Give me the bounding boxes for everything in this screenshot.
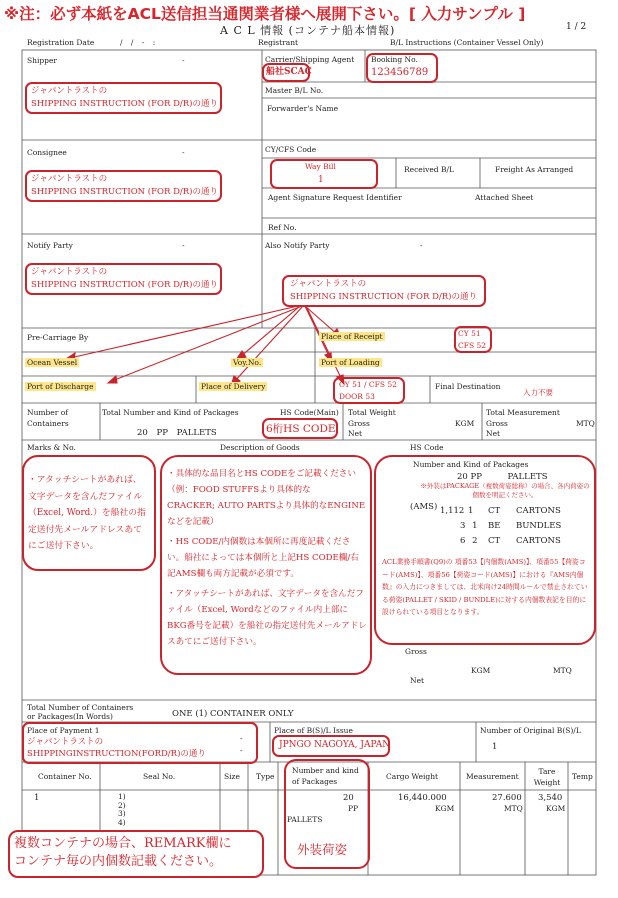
row-measurement: 27.600 bbox=[492, 793, 522, 803]
hs-code-label: HS Code bbox=[410, 443, 444, 452]
row-weight-unit: KGM bbox=[435, 804, 455, 813]
ams-row-qty: 1 bbox=[468, 506, 474, 516]
ams-row-code: CT bbox=[488, 506, 501, 516]
containers-label-2: Containers bbox=[27, 419, 69, 428]
master-bl-label: Master B/L No. bbox=[265, 86, 324, 95]
issue-place-value: JPNGO NAGOYA, JAPAN bbox=[279, 740, 391, 750]
remark-note-line: 複数コンテナの場合、REMARK欄に bbox=[14, 836, 232, 851]
marks-label: Marks & No. bbox=[27, 443, 76, 452]
description-note-line: ・具体的な品目名とHS CODEをご記載ください（例：FOOD STUFFSより具体的な bbox=[167, 469, 356, 495]
row-seals bbox=[118, 793, 126, 827]
ams-row bbox=[440, 519, 570, 534]
booking-value: 123456789 bbox=[371, 67, 429, 78]
form-title: A C L 情報 (コンテナ船本情報) bbox=[220, 24, 396, 37]
ocean-vessel-label: Ocean Vessel bbox=[27, 358, 78, 367]
weight-gross-label: Gross bbox=[348, 419, 370, 428]
ams-row-qty: 6 2 bbox=[460, 536, 478, 546]
remark-note bbox=[14, 835, 231, 871]
receipt-cy-value: CY 51 bbox=[458, 329, 481, 338]
marks-note-line: （Excel, Word.）を船社の指 bbox=[28, 508, 146, 518]
packing-style-note: 外装荷姿 bbox=[297, 842, 348, 857]
col-tare-weight: Tare Weight bbox=[533, 767, 561, 787]
col-container-no: Container No. bbox=[38, 772, 92, 781]
number-kind-value: 20 PP PALLETS bbox=[457, 472, 548, 482]
marks-note-line: 文字データを含んだファイル bbox=[28, 491, 143, 502]
containers-label-1: Number of bbox=[27, 408, 69, 417]
banner-note: ※注：必ず本紙をACL送信担当通関業者様へ展開下さい。[ 入力サンプル ] bbox=[4, 5, 526, 23]
payment-note-company: ジャパントラストの bbox=[27, 737, 104, 747]
bl-instructions-label: B/L Instructions (Container Vessel Only) bbox=[390, 38, 544, 47]
page-number: 1 / 2 bbox=[566, 22, 587, 32]
also-notify-dash: - bbox=[420, 241, 423, 250]
shipper-note-si: SHIPPING INSTRUCTION (FOR D/R)の通り bbox=[31, 99, 218, 109]
row-container-no: 1 bbox=[34, 793, 40, 803]
booking-label: Booking No. bbox=[371, 55, 418, 64]
also-notify-note-company: ジャパントラストの bbox=[290, 279, 367, 289]
delivery-value-1: CY 51 / CFS 52 bbox=[339, 380, 397, 389]
consignee-note-company: ジャパントラストの bbox=[31, 174, 108, 184]
port-of-loading-label: Port of Loading bbox=[321, 358, 380, 367]
final-destination-label: Final Destination bbox=[435, 382, 501, 391]
col-seal-no: Seal No. bbox=[143, 772, 176, 781]
place-of-delivery-label: Place of Delivery bbox=[201, 382, 266, 391]
carrier-label: Carrier/Shipping Agent bbox=[265, 55, 355, 64]
waybill-value: 1 bbox=[318, 175, 324, 185]
also-notify-note-si: SHIPPING INSTRUCTION (FOR D/R)の通り bbox=[290, 292, 477, 302]
ams-row-kind: CARTONS bbox=[516, 506, 561, 516]
weight-net-label: Net bbox=[348, 429, 363, 438]
shipper-label: Shipper bbox=[27, 56, 57, 65]
description-label: Description of Goods bbox=[220, 443, 300, 452]
consignee-dash: - bbox=[182, 148, 185, 157]
goods-net-label: Net bbox=[410, 676, 425, 685]
total-measurement-label: Total Measurement bbox=[486, 408, 560, 417]
goods-mtq-unit: MTQ bbox=[553, 666, 572, 675]
agent-signature-label: Agent Signature Request Identifier bbox=[268, 193, 402, 202]
marks-note-line: ・アタッチシートがあれば、 bbox=[28, 475, 142, 485]
description-note-line: ・アタッチシートがあれば、文字データを含んだファイル（Excel, Wordなどのファイル内上部にBKG番号を記載）を船社の指定送付先メールアドレスあてにご送付下さい。 bbox=[167, 589, 367, 647]
payment-label: Place of Payment 1 bbox=[27, 726, 100, 735]
number-kind-label: Number and Kind of Packages bbox=[413, 460, 529, 469]
ams-row-code: BE bbox=[488, 521, 501, 531]
consignee-note-si: SHIPPING INSTRUCTION (FOR D/R)の通り bbox=[31, 187, 218, 197]
col-cargo-weight: Cargo Weight bbox=[386, 772, 439, 781]
measurement-gross-label: Gross bbox=[486, 419, 508, 428]
description-note bbox=[167, 466, 367, 650]
total-words-value: ONE (1) CONTAINER ONLY bbox=[172, 709, 294, 719]
payment-note-si: SHIPPINGINSTRUCTION(FORD/R)の通り bbox=[27, 749, 206, 759]
total-weight-label: Total Weight bbox=[348, 408, 396, 417]
notify-party-dash: - bbox=[182, 241, 185, 250]
measurement-net-label: Net bbox=[486, 429, 501, 438]
col-measurement: Measurement bbox=[466, 772, 519, 781]
forwarder-label: Forwarder's Name bbox=[267, 104, 339, 113]
final-destination-note: 入力不要 bbox=[523, 388, 553, 397]
delivery-value-2: DOOR 53 bbox=[339, 392, 375, 401]
marks-note-line: 定送付先メールアドレスあて bbox=[28, 524, 142, 535]
freight-label: Freight As Arranged bbox=[495, 165, 574, 174]
voy-no-label: Voy.No. bbox=[233, 358, 262, 367]
ams-row bbox=[440, 534, 570, 549]
hs-code-main-label: HS Code(Main) bbox=[280, 408, 339, 417]
total-packages-label: Total Number and Kind of Packages bbox=[102, 408, 239, 417]
shipper-dash: - bbox=[182, 56, 185, 65]
goods-gross-label: Gross bbox=[405, 647, 427, 656]
attached-sheet-label: Attached Sheet bbox=[475, 193, 534, 202]
payment-dash-1: - bbox=[240, 734, 243, 743]
number-kind-note: ※外装はPACKAGE（複数荷姿総称）の場合、各内荷姿の個数を明記ください。 bbox=[420, 482, 590, 499]
col-size: Size bbox=[224, 772, 240, 781]
marks-note bbox=[28, 472, 154, 555]
port-of-discharge-label: Port of Discharge bbox=[27, 382, 94, 391]
ams-row-kind: CARTONS bbox=[516, 536, 561, 546]
consignee-label: Consignee bbox=[27, 148, 67, 157]
ams-row-kind: BUNDLES bbox=[516, 521, 562, 531]
seal-item: 4) bbox=[118, 817, 126, 827]
also-notify-label: Also Notify Party bbox=[265, 241, 330, 250]
ams-row bbox=[440, 504, 570, 519]
issue-place-label: Place of B(S)/L Issue bbox=[274, 726, 353, 735]
registrant-label: Registrant bbox=[258, 38, 299, 47]
remark-note-line: コンテナ毎の内個数記載ください。 bbox=[14, 854, 223, 869]
payment-dash-2: - bbox=[240, 746, 243, 755]
row-tare: 3,540 bbox=[538, 793, 563, 803]
row-packages-unit: PP bbox=[348, 804, 359, 813]
carrier-scac-value: 船社SCAC bbox=[266, 67, 312, 77]
seal-item: 3) bbox=[118, 809, 126, 818]
place-of-receipt-label: Place of Receipt bbox=[321, 332, 383, 341]
ams-note: ACL業務手順書(Q9)の 項番53【内個数(AMS)】、項番55【荷姿コード(AMS)】、項番56【荷姿コード(AMS)】における『AMS内個数』の入力につきましては、北米向け24時間ルールで禁止されている荷姿(PALLET / SKID / BUNDLE)に対する内個数表記を目的に設けられている項目となります。 bbox=[382, 558, 588, 616]
receipt-cfs-value: CFS 52 bbox=[458, 341, 487, 350]
row-packages: 20 bbox=[343, 793, 354, 803]
registration-date-value: / / - : bbox=[120, 38, 159, 47]
pre-carriage-label: Pre-Carriage By bbox=[27, 333, 89, 342]
col-temp: Temp bbox=[572, 772, 593, 781]
received-bl-label: Received B/L bbox=[404, 165, 455, 174]
measurement-unit: MTQ bbox=[576, 419, 595, 428]
col-packages: Number and kind of Packages bbox=[292, 766, 359, 786]
row-measurement-unit: MTQ bbox=[504, 804, 523, 813]
description-note-line: ・HS CODE/内個数は本個所に再度記載ください。船社によっては本個所と上記HS CODE欄/右記AMS欄も両方記載が必須です。 bbox=[167, 537, 359, 579]
total-words-label-1: Total Number of Containers bbox=[27, 703, 134, 712]
weight-unit: KGM bbox=[455, 419, 475, 428]
description-note-line: CRACKER; AUTO PARTSより具体的なENGINEなどを記載） bbox=[167, 501, 366, 527]
cycfs-code-label: CY/CFS Code bbox=[265, 145, 317, 154]
notify-note-company: ジャパントラストの bbox=[31, 267, 108, 277]
row-tare-unit: KGM bbox=[546, 804, 566, 813]
col-type: Type bbox=[256, 772, 275, 781]
shipper-note-company: ジャパントラストの bbox=[31, 86, 108, 96]
row-weight: 16,440.000 bbox=[398, 793, 447, 803]
waybill-label: Way Bill bbox=[305, 162, 336, 171]
ams-label: (AMS) bbox=[410, 502, 438, 512]
total-words-label-2: or Packages(In Words) bbox=[27, 712, 113, 721]
seal-item: 1) bbox=[118, 792, 126, 801]
registration-date-label: Registration Date bbox=[27, 38, 95, 47]
row-packages-kind: PALLETS bbox=[287, 815, 323, 824]
hs-main-note: 6桁HS CODE bbox=[266, 423, 336, 435]
notify-party-label: Notify Party bbox=[27, 241, 73, 250]
goods-kgm-unit: KGM bbox=[471, 666, 491, 675]
ams-row-count: 1,112 bbox=[440, 506, 465, 516]
marks-note-line: にご送付下さい。 bbox=[28, 541, 99, 551]
original-bl-value: 1 bbox=[492, 742, 498, 752]
notify-note-si: SHIPPING INSTRUCTION (FOR D/R)の通り bbox=[31, 280, 218, 290]
seal-item: 2) bbox=[118, 800, 126, 810]
original-bl-label: Number of Original B(S)/L bbox=[480, 726, 581, 735]
ams-row-qty: 3 1 bbox=[460, 521, 478, 531]
ams-row-code: CT bbox=[488, 536, 501, 546]
total-packages-value: 20 PP PALLETS bbox=[137, 428, 217, 438]
ref-no-label: Ref No. bbox=[268, 223, 297, 232]
ams-rows bbox=[440, 504, 570, 549]
